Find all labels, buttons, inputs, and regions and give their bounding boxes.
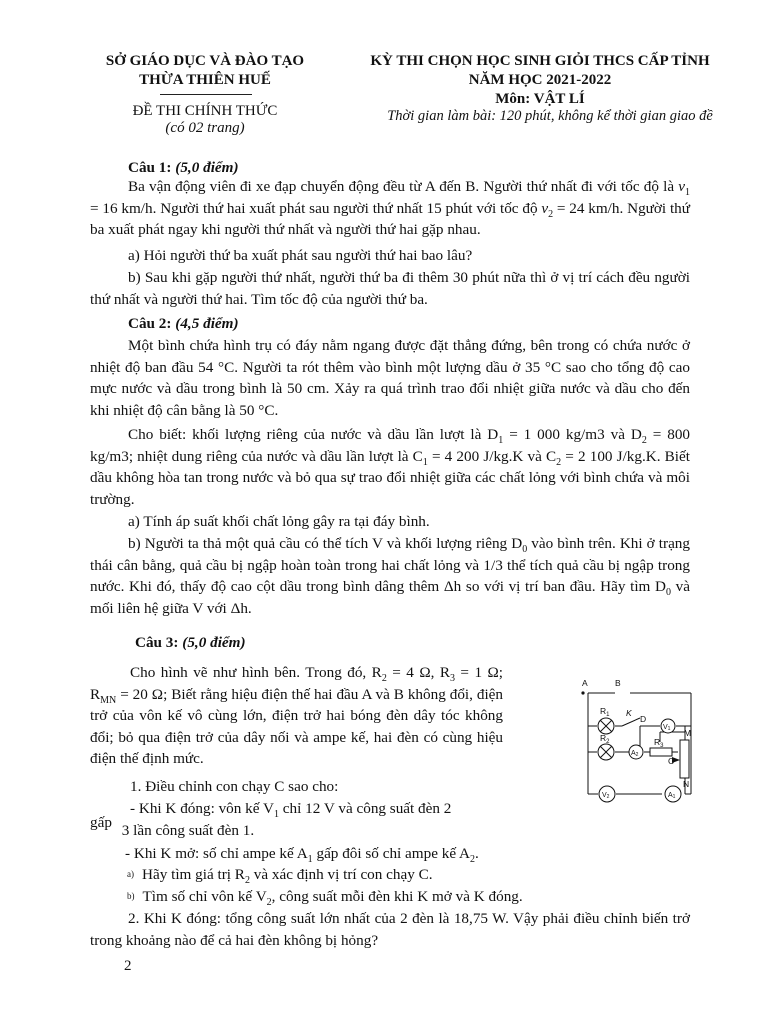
slider-c-label: C bbox=[668, 756, 675, 766]
q3-k-closed-cont: gấp 3 lần công suất đèn 1. bbox=[90, 814, 255, 839]
q2-part-b: b) Người ta thả một quả cầu có thể tích V và khối lượng riêng $D_0$ vào bình trên. Khi ở trạng thái cân bằng, quả cầu bị ngập hoàn toàn trong hai chất lỏng và 1/3 thể tích quả cầu bị ngập trong nước. Khi đó, thấy độ cao cột dầu trong bình dâng thêm Δh so với vị trí ban đầu. Hãy tìm $D_0$ và mối liên hệ giữa V với Δh. bbox=[90, 535, 690, 617]
terminal-b-label: B bbox=[615, 678, 621, 688]
subject: Môn: VẬT LÍ bbox=[495, 91, 585, 107]
q2-heading bbox=[128, 313, 239, 335]
q3-points: (5,0 điểm) bbox=[182, 634, 246, 651]
node-m-label: M bbox=[684, 728, 692, 738]
node-d-label: D bbox=[640, 714, 647, 724]
q3-k-open: - Khi K mở: số chỉ ampe kế $A_1$ gấp đôi số chỉ ampe kế $A_2$. bbox=[125, 845, 479, 866]
department-line-1: SỞ GIÁO DỤC VÀ ĐÀO TẠO bbox=[105, 53, 305, 69]
q3-sub-b: $^{b)}$ Tìm số chỉ vôn kế $V_2$, công suất mỗi đèn khi K mở và K đóng. bbox=[127, 888, 523, 909]
time-note: Thời gian làm bài: 120 phút, không kể thời gian giao đề bbox=[387, 108, 713, 124]
exam-type: ĐỀ THI CHÍNH THỨC bbox=[132, 103, 278, 119]
school-year: NĂM HỌC 2021-2022 bbox=[468, 72, 612, 88]
q1-title: Câu 1: bbox=[128, 159, 172, 176]
q3-k-closed: - Khi K đóng: vôn kế $V_1$ chỉ 12 V và công suất đèn 2 bbox=[130, 800, 452, 821]
department-name bbox=[70, 52, 340, 90]
resistor-r3-icon bbox=[650, 748, 672, 756]
circuit-diagram bbox=[560, 672, 695, 822]
svg-text:A2: A2 bbox=[631, 750, 639, 758]
exam-title-block bbox=[340, 52, 740, 109]
q2-points: (4,5 điểm) bbox=[175, 315, 239, 332]
q3-sub-a: $^{a)}$ Hãy tìm giá trị $R_2$ và xác định vị trí con chạy C. bbox=[127, 866, 433, 887]
lamp-1-icon bbox=[598, 718, 614, 734]
exam-title: KỲ THI CHỌN HỌC SINH GIỎI THCS CẤP TỈNH bbox=[370, 53, 710, 69]
q1-part-a: a) Hỏi người thứ ba xuất phát sau người thứ hai bao lâu? bbox=[128, 247, 473, 264]
q2-part-a: a) Tính áp suất khối chất lỏng gây ra tại đáy bình. bbox=[128, 513, 430, 530]
q3-title: Câu 3: bbox=[135, 634, 179, 651]
svg-text:R1: $R_1$ bbox=[600, 706, 610, 718]
svg-text:R2: $R_2$ bbox=[600, 733, 610, 745]
department-line-2: THỪA THIÊN HUẾ bbox=[139, 72, 271, 88]
svg-text:R3: $R_3$ bbox=[654, 737, 664, 749]
svg-text:V2: V2 bbox=[602, 792, 610, 800]
lamp-2-icon bbox=[598, 744, 614, 760]
node-n-label: N bbox=[683, 779, 690, 789]
svg-text:V1: V1 bbox=[663, 724, 671, 732]
q3-heading bbox=[135, 632, 246, 654]
q2-title: Câu 2: bbox=[128, 315, 172, 332]
q3-intro: Cho hình vẽ như hình bên. Trong đó, $R_2 = 4$ Ω, $R_3 = 1$ Ω; $R_{MN} = 20$ Ω; Biết rằng hiệu điện thế hai đầu A và B không đổi, điện trở của vôn kế vô cùng lớn, điện trở hai bóng đèn dây tóc không đổi; bỏ qua điện trở của dây nối và ampe kế, hai đèn có cùng hiệu điện thế định mức. bbox=[90, 664, 503, 768]
terminal-a-label: A bbox=[582, 678, 588, 688]
q2-given: Cho biết: khối lượng riêng của nước và dầu lần lượt là $D_1 = 1$ 000 kg/m3 và $D_2 = 800$ kg/m3; nhiệt dung riêng của nước và dầu lần lượt là $C_1 = 4$ 200 J/kg.K và $C_2 = 2$ 100 J/kg.K. Biết dầu không hòa tan trong nước và bỏ qua sự trao đổi nhiệt giữa các chất lỏng với bình chứa và môi trường. bbox=[90, 426, 691, 508]
page-number: 2 bbox=[124, 958, 132, 974]
svg-text:A1: A1 bbox=[668, 792, 676, 800]
q3-item-1: 1. Điều chỉnh con chạy C sao cho: bbox=[130, 778, 339, 795]
q3-item-2: 2. Khi K đóng: tổng công suất lớn nhất của 2 đèn là 18,75 W. Vậy phải điều chỉnh biến trở trong khoảng nào để cả hai đèn không bị hỏng? bbox=[90, 910, 690, 949]
exam-type-block bbox=[70, 103, 340, 137]
switch-k-label: K bbox=[626, 708, 632, 718]
q1-intro: Ba vận động viên đi xe đạp chuyển động đều từ A đến B. Người thứ nhất đi với tốc độ là $v_1 = 16$ km/h. Người thứ hai xuất phát sau người thứ nhất 15 phút với tốc độ $v_2 = 24$ km/h. Người thứ ba xuất phát ngay khi người thứ nhất và người thứ hai gặp nhau. bbox=[90, 178, 690, 239]
q1-part-b: b) Sau khi gặp người thứ nhất, người thứ ba đi thêm 30 phút nữa thì ở vị trí cách đều người thứ nhất và người thứ hai. Tìm tốc độ của người thứ ba. bbox=[90, 269, 690, 308]
q2-intro: Một bình chứa hình trụ có đáy nằm ngang được đặt thẳng đứng, bên trong có chứa nước ở nhiệt độ ban đầu 54 °C. Người ta rót thêm vào bình một lượng dầu ở 35 °C sao cho tổng độ cao mực nước và dầu trong bình là 50 cm. Xảy ra quá trình trao đổi nhiệt giữa nước và dầu cho đến khi nhiệt độ cân bằng là 50 °C. bbox=[90, 337, 690, 419]
pages-note: (có 02 trang) bbox=[165, 120, 245, 136]
header-divider bbox=[160, 94, 252, 95]
q1-points: (5,0 điểm) bbox=[175, 159, 239, 176]
